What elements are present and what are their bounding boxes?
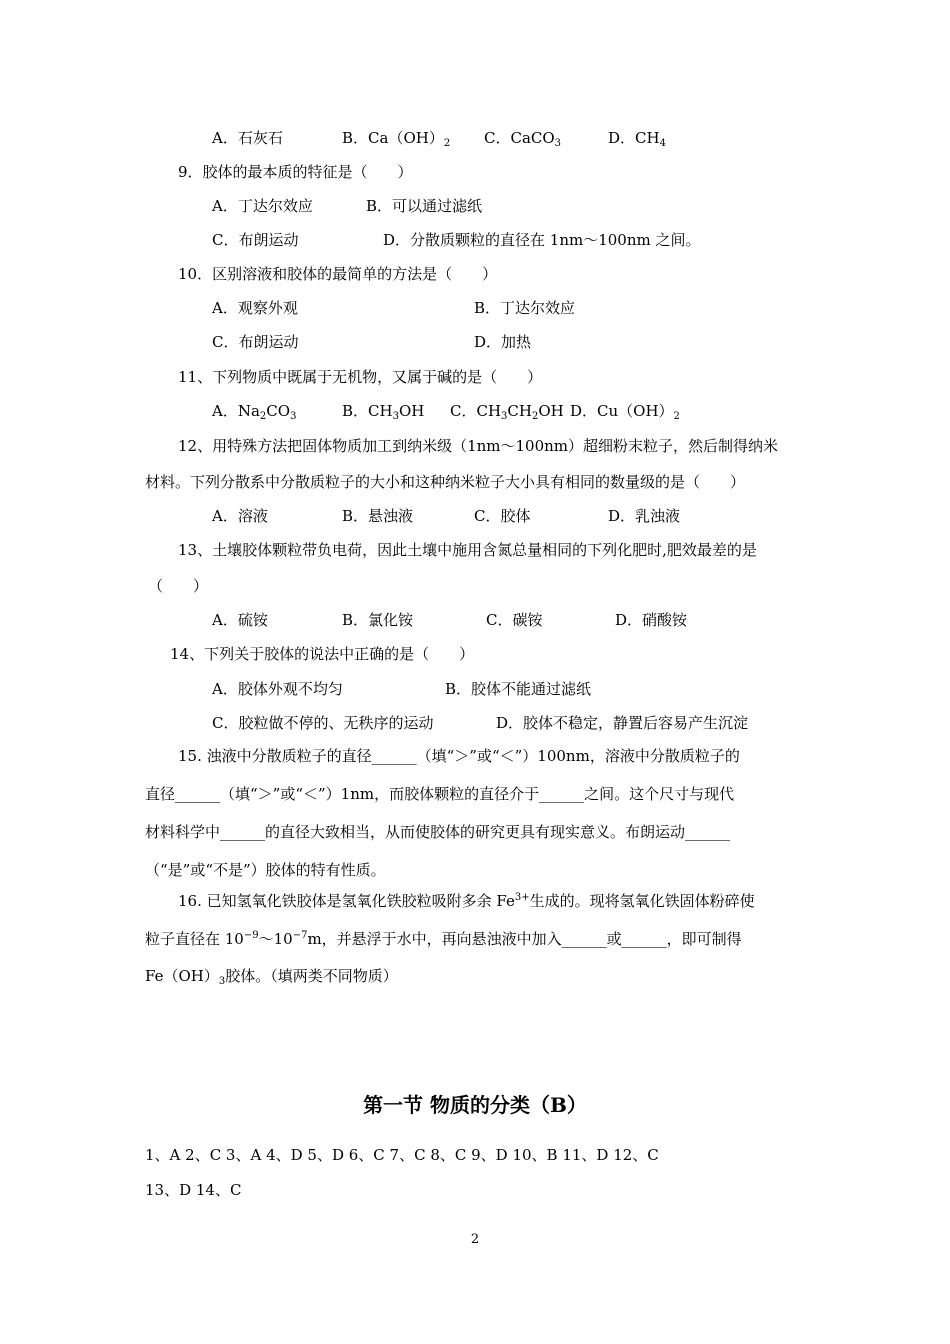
q8-option-d [608,128,666,148]
q11-option-c-text: C．CH [450,402,502,420]
q13-option-d: D．硝酸铵 [615,611,688,629]
q16-fe-charge: 3+ [514,892,530,903]
q8-option-b [342,128,450,148]
q9-option-a: A．丁达尔效应 [212,197,313,215]
q12-option-b: B．悬浊液 [342,507,414,525]
q12-option-a: A．溶液 [212,507,268,525]
q11-option-d-sub: 2 [673,411,680,422]
q16-line-3-end: 胶体。（填两类不同物质） [225,967,398,985]
q16-line-1-end: 生成的。现将氢氧化铁固体粉碎使 [529,892,755,910]
q16-exp-1: −9 [243,930,259,941]
page-number: 2 [470,1232,480,1247]
q16-exp-2: −7 [292,930,308,941]
q11-option-c-end: OH [538,402,564,420]
q13-option-b: B．氯化铵 [342,611,414,629]
q15-line-3: 材料科学中______的直径大致相当，从而使胶体的研究更具有现实意义。布朗运动______ [145,823,731,841]
q16-line-2-c: m，并悬浮于水中，再向悬浊液中加入______或______，即可制得 [307,930,742,948]
q8-option-d-sub: 4 [659,138,666,149]
q8-option-c-text: C．CaCO [484,129,555,147]
q11-option-c-sub1: 3 [501,411,508,422]
q15-line-1: 15. 浊液中分散质粒子的直径______（填“＞”或“＜”）100nm，溶液中分散质粒子的 [178,747,740,765]
q11-option-c-sub2: 2 [531,411,539,422]
q9-stem: 9．胶体的最本质的特征是（ ） [178,163,413,181]
q14-option-d: D．胶体不稳定，静置后容易产生沉淀 [496,714,749,732]
q11-option-a-mid: CO [266,402,291,420]
q10-option-b: B．丁达尔效应 [474,299,576,317]
q13-line-1: 13、土壤胶体颗粒带负电荷，因此土壤中施用含氮总量相同的下列化肥时,肥效最差的是 [178,541,757,559]
q13-option-c: C．碳铵 [486,611,543,629]
q8-option-a: A．石灰石 [212,129,283,147]
q8-option-b-sub: 2 [443,138,451,149]
q16-line-2-a: 粒子直径在 10 [145,930,244,948]
q11-option-b-text: B．CH [342,402,393,420]
q11-option-b-end: OH [398,402,425,420]
q11-option-c [450,401,564,421]
q11-option-a [212,401,296,421]
q11-option-b-sub: 3 [392,411,399,422]
q16-line-1-text: 16. 已知氢氧化铁胶体是氢氧化铁胶粒吸附多余 Fe [178,892,515,910]
q14-option-b: B．胶体不能通过滤纸 [445,680,592,698]
q11-option-d-text: D．Cu（OH） [570,402,674,420]
q16-line-3-text: Fe（OH） [145,967,219,985]
q14-stem: 14、下列关于胶体的说法中正确的是（ ） [170,645,475,663]
q8-option-c [484,128,561,148]
q13-option-a: A．硫铵 [212,611,268,629]
q14-option-a: A．胶体外观不均匀 [212,680,343,698]
q8-option-d-text: D．CH [608,129,660,147]
q16-line-3-sub: 3 [218,976,226,987]
q16-line-3 [145,966,398,986]
answers-line-2: 13、D 14、C [145,1181,242,1199]
q12-line-1: 12、用特殊方法把固体物质加工到纳米级（1nm～100nm）超细粉末粒子，然后制得纳米 [178,437,779,455]
q11-stem: 11、下列物质中既属于无机物，又属于碱的是（ ） [178,368,543,386]
q10-option-d: D．加热 [474,333,532,351]
q11-option-b [342,401,424,421]
q16-line-1 [178,891,755,911]
q11-option-d [570,401,680,421]
q10-option-a: A．观察外观 [212,299,298,317]
q11-option-c-mid: CH [507,402,532,420]
answers-line-1: 1、A 2、C 3、A 4、D 5、D 6、C 7、C 8、C 9、D 10、B 11、D 12、C [145,1146,659,1164]
q11-option-a-text: A．Na [212,402,260,420]
q11-option-a-sub1: 2 [259,411,267,422]
q14-option-c: C．胶粒做不停的、无秩序的运动 [212,714,434,732]
q12-option-d: D．乳浊液 [608,507,681,525]
q13-line-2: （ ） [148,577,209,595]
q8-option-c-sub: 3 [554,138,562,149]
q12-line-2: 材料。下列分散系中分散质粒子的大小和这种纳米粒子大小具有相同的数量级的是（ ） [145,473,746,491]
q16-line-2 [145,929,742,949]
q15-line-2: 直径______（填“＞”或“＜”）1nm，而胶体颗粒的直径介于______之间。这个尺寸与现代 [145,785,735,803]
q16-line-2-b: ～10 [258,930,293,948]
q10-stem: 10．区别溶液和胶体的最简单的方法是（ ） [178,265,498,283]
q11-option-a-sub2: 3 [290,411,297,422]
q12-option-c: C．胶体 [474,507,531,525]
section-title: 第一节 物质的分类（B） [363,1093,587,1117]
q9-option-c: C．布朗运动 [212,231,299,249]
q15-line-4: （“是”或“不是”）胶体的特有性质。 [145,861,386,879]
q10-option-c: C．布朗运动 [212,333,299,351]
q8-option-b-text: B．Ca（OH） [342,129,444,147]
q9-option-d: D．分散质颗粒的直径在 1nm～100nm 之间。 [383,231,701,249]
q9-option-b: B．可以通过滤纸 [366,197,483,215]
